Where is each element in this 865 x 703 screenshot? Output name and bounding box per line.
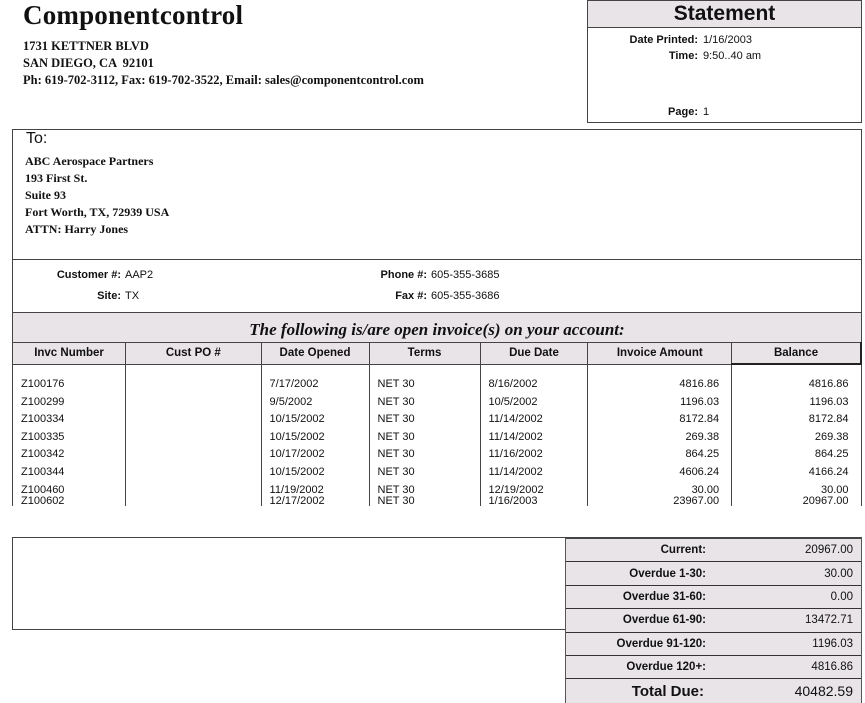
- aging-summary: [565, 537, 862, 703]
- to-label: To:: [26, 130, 48, 147]
- recipient-line: 193 First St.: [25, 171, 88, 185]
- cell-date-opened: 10/15/2002: [261, 425, 369, 443]
- invoice-row: [13, 364, 862, 390]
- cell-due-date: 11/14/2002: [480, 425, 588, 443]
- cell-due-date: 11/14/2002: [480, 460, 588, 478]
- cell-balance: 4816.86: [732, 364, 861, 390]
- recipient-box: [12, 129, 862, 260]
- cell-invc-number: Z100602: [13, 496, 126, 506]
- fax-label: Fax #:: [395, 290, 427, 302]
- invoice-row: [13, 425, 862, 443]
- statement-box: [587, 0, 862, 123]
- cell-invc-number: Z100342: [13, 443, 126, 461]
- company-address-line1: 1731 KETTNER BLVD: [23, 39, 149, 53]
- column-header-date-opened: Date Opened: [261, 343, 369, 365]
- time-value: 9:50..40 am: [703, 50, 762, 62]
- cell-invoice-amount: 23967.00: [588, 496, 732, 506]
- summary-value: 20967.00: [805, 544, 853, 557]
- company-name: Componentcontrol: [23, 0, 244, 30]
- cell-invc-number: Z100460: [13, 478, 126, 496]
- cell-cust-po: [126, 390, 261, 408]
- cell-due-date: 12/19/2002: [480, 478, 588, 496]
- time-label: Time:: [668, 50, 698, 62]
- summary-row-overdue-120-plus: [566, 656, 861, 679]
- notes-box: [12, 537, 565, 630]
- cell-invc-number: Z100334: [13, 408, 126, 426]
- summary-row-current: [566, 539, 861, 562]
- recipient-address: [25, 153, 169, 238]
- cell-due-date: 8/16/2002: [480, 364, 588, 390]
- column-header-invoice-amount: Invoice Amount: [588, 343, 732, 365]
- invoice-table-header: [13, 343, 862, 365]
- invoice-row: [13, 478, 862, 496]
- invoice-row: [13, 408, 862, 426]
- summary-row-total-due: [566, 679, 861, 703]
- column-header-terms: Terms: [369, 343, 480, 365]
- cell-terms: NET 30: [369, 478, 480, 496]
- cell-cust-po: [126, 496, 261, 506]
- date-printed-row: [588, 34, 752, 46]
- phone-label: Phone #:: [380, 269, 427, 281]
- cell-terms: NET 30: [369, 425, 480, 443]
- cell-date-opened: 10/15/2002: [261, 408, 369, 426]
- company-address-line2: SAN DIEGO, CA 92101: [23, 56, 154, 70]
- company-address: [23, 38, 424, 89]
- cell-invc-number: Z100335: [13, 425, 126, 443]
- cell-invoice-amount: 864.25: [588, 443, 732, 461]
- summary-value: 4816.86: [811, 661, 853, 674]
- cell-invc-number: Z100344: [13, 460, 126, 478]
- statement-title: Statement: [588, 1, 861, 28]
- invoice-row: [13, 390, 862, 408]
- recipient-line: ATTN: Harry Jones: [25, 222, 129, 236]
- cell-invoice-amount: 4816.86: [588, 364, 732, 390]
- summary-label: Current:: [660, 544, 706, 557]
- cell-balance: 269.38: [732, 425, 861, 443]
- cell-terms: NET 30: [369, 364, 480, 390]
- summary-value: 0.00: [830, 590, 853, 603]
- cell-due-date: 11/14/2002: [480, 408, 588, 426]
- date-printed-value: 1/16/2003: [703, 34, 752, 46]
- company-contact-line: Ph: 619-702-3112, Fax: 619-702-3522, Email: sales@componentcontrol.com: [23, 73, 424, 87]
- summary-label: Overdue 1-30:: [629, 567, 706, 580]
- cell-date-opened: 10/15/2002: [261, 460, 369, 478]
- cell-date-opened: 9/5/2002: [261, 390, 369, 408]
- cell-cust-po: [126, 408, 261, 426]
- open-invoices-banner: The following is/are open invoice(s) on your account:: [12, 312, 862, 342]
- cell-invc-number: Z100176: [13, 364, 126, 390]
- column-header-due-date: Due Date: [480, 343, 588, 365]
- summary-value: 1196.03: [812, 637, 853, 650]
- invoice-table-body: [13, 364, 862, 506]
- cell-due-date: 11/16/2002: [480, 443, 588, 461]
- cell-invoice-amount: 8172.84: [588, 408, 732, 426]
- customer-number-value: AAP2: [125, 269, 154, 281]
- site-value: TX: [125, 290, 140, 302]
- invoice-table: [12, 342, 862, 506]
- summary-label: Overdue 61-90:: [622, 614, 706, 627]
- summary-label: Overdue 91-120:: [616, 637, 706, 650]
- cell-cust-po: [126, 425, 261, 443]
- phone-value: 605-355-3685: [431, 269, 500, 281]
- cell-cust-po: [126, 478, 261, 496]
- customer-number-label: Customer #:: [56, 269, 121, 281]
- summary-value: 13472.71: [805, 614, 853, 627]
- invoice-row: [13, 496, 862, 506]
- total-due-value: 40482.59: [794, 683, 853, 700]
- cell-date-opened: 7/17/2002: [261, 364, 369, 390]
- cell-invoice-amount: 4606.24: [588, 460, 732, 478]
- date-printed-label: Date Printed:: [629, 34, 698, 46]
- summary-row-overdue-91-120: [566, 633, 861, 656]
- cell-invoice-amount: 269.38: [588, 425, 732, 443]
- cell-cust-po: [126, 443, 261, 461]
- column-header-invc-number: Invc Number: [13, 343, 126, 365]
- cell-invc-number: Z100299: [13, 390, 126, 408]
- customer-number-row: [13, 269, 153, 281]
- page-label: Page:: [668, 106, 698, 118]
- cell-terms: NET 30: [369, 390, 480, 408]
- cell-terms: NET 30: [369, 408, 480, 426]
- cell-invoice-amount: 30.00: [588, 478, 732, 496]
- recipient-line: Fort Worth, TX, 72939 USA: [25, 205, 170, 219]
- summary-row-overdue-31-60: [566, 586, 861, 609]
- column-header-cust-po: Cust PO #: [126, 343, 261, 365]
- phone-row: [313, 269, 500, 281]
- cell-due-date: 1/16/2003: [480, 496, 588, 506]
- summary-row-overdue-1-30: [566, 562, 861, 585]
- cell-due-date: 10/5/2002: [480, 390, 588, 408]
- cell-cust-po: [126, 460, 261, 478]
- total-due-label: Total Due:: [631, 682, 704, 700]
- cell-balance: 20967.00: [732, 496, 861, 506]
- page-row: [588, 106, 709, 118]
- summary-row-overdue-61-90: [566, 609, 861, 632]
- cell-terms: NET 30: [369, 460, 480, 478]
- cell-balance: 4166.24: [732, 460, 861, 478]
- cell-terms: NET 30: [369, 443, 480, 461]
- cell-terms: NET 30: [369, 496, 480, 506]
- cell-date-opened: 12/17/2002: [261, 496, 369, 506]
- site-row: [13, 290, 139, 302]
- column-header-balance: Balance: [732, 343, 861, 365]
- page-value: 1: [703, 106, 710, 118]
- recipient-line: ABC Aerospace Partners: [25, 154, 154, 168]
- cell-invoice-amount: 1196.03: [588, 390, 732, 408]
- summary-value: 30.00: [824, 567, 853, 580]
- cell-cust-po: [126, 364, 261, 390]
- invoice-row: [13, 460, 862, 478]
- invoice-row: [13, 443, 862, 461]
- site-label: Site:: [97, 290, 121, 302]
- cell-balance: 864.25: [732, 443, 861, 461]
- summary-label: Overdue 31-60:: [622, 590, 706, 603]
- cell-balance: 1196.03: [732, 390, 861, 408]
- cell-balance: 30.00: [732, 478, 861, 496]
- recipient-line: Suite 93: [25, 188, 67, 202]
- fax-value: 605-355-3686: [431, 290, 500, 302]
- fax-row: [313, 290, 500, 302]
- summary-label: Overdue 120+:: [626, 661, 706, 674]
- customer-info: [12, 260, 862, 312]
- time-row: [588, 50, 761, 62]
- cell-date-opened: 11/19/2002: [261, 478, 369, 496]
- cell-date-opened: 10/17/2002: [261, 443, 369, 461]
- cell-balance: 8172.84: [732, 408, 861, 426]
